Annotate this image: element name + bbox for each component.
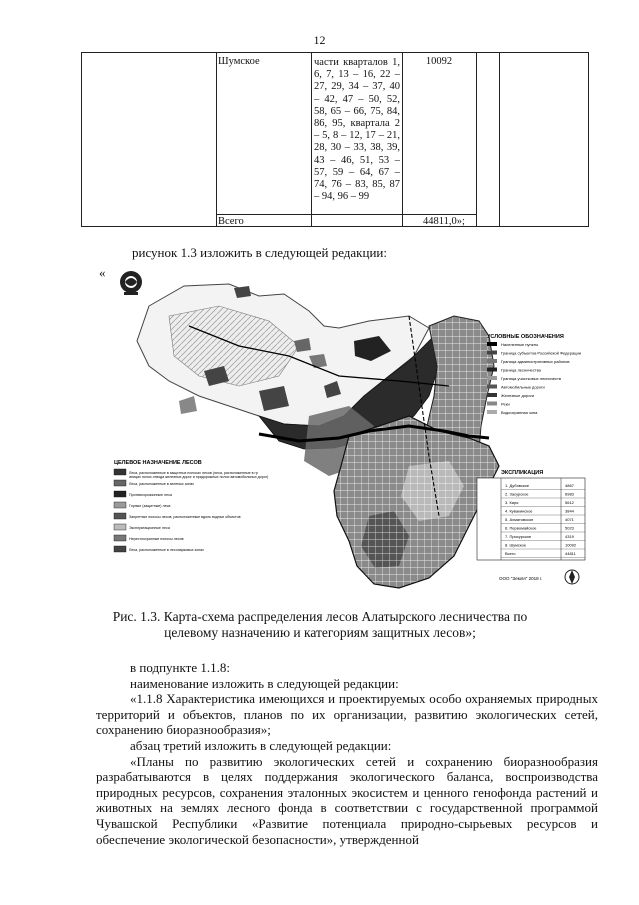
- explication-value: 10092: [565, 542, 577, 548]
- explication-name: 1. Дубовское: [505, 483, 530, 488]
- explication-name: 5. Ахматовское: [505, 517, 534, 522]
- table-divider: [311, 53, 312, 226]
- table-divider: [476, 53, 477, 226]
- table-cell-total-label: Всего: [218, 216, 244, 227]
- forest-map-figure: [109, 266, 592, 598]
- emblem-icon: [120, 271, 142, 295]
- explication-value: 3844: [565, 508, 574, 514]
- explication-value: 4867: [565, 483, 574, 488]
- legend-swatch: [487, 359, 497, 363]
- legend-item: Железные дороги: [501, 393, 535, 398]
- legend-swatch: [487, 342, 497, 346]
- purpose-item: Леса, расположенные в защитных полосах лесов (леса, расположенные в гр: [129, 471, 258, 475]
- purpose-item: Горные (защитные) леса: [129, 504, 171, 508]
- table-divider: [499, 53, 500, 226]
- purpose-swatch: [114, 480, 126, 486]
- explication-value: 6983: [565, 491, 574, 497]
- legend-swatch: [487, 393, 497, 397]
- explication-name: 7. Присурское: [505, 534, 532, 539]
- explication-name: 8. Шумское: [505, 542, 527, 548]
- purpose-swatch: [114, 502, 126, 508]
- paragraph: абзац третий изложить в следующей редакции:: [130, 737, 392, 753]
- purpose-item: Эксплуатационные леса: [129, 526, 170, 530]
- legend-item: Граница субъектов Российской Федерации: [501, 350, 581, 356]
- explication-value: 5612: [565, 500, 574, 505]
- purpose-item: Леса, расположенные в лесопарковых зонах: [129, 548, 204, 552]
- explication-value: 4071: [565, 517, 574, 522]
- explication-title: ЭКСПЛИКАЦИЯ: [501, 470, 544, 476]
- legend-item: Граница административных районов: [501, 359, 570, 364]
- table-cell-total-value: 44811,0»;: [423, 216, 465, 227]
- paragraph: «Планы по развитию экологических сетей и сохранению биоразнообразия разрабатываются в целях поддержания экологического баланса, воспроизводства природных ресурсов, сохранения эталонных экосистем и ценного генофонда растений и животных на землях лесного фонда в соответствии с государственной программой Чувашской Республики «Развитие потенциала природно-сырьевых ресурсов и обеспечение экологической безопасности», утвержденной: [96, 753, 598, 847]
- legend-item: Граница лесничества: [501, 367, 541, 373]
- legend-swatch: [487, 368, 497, 372]
- purpose-item: Нерестоохранные полосы лесов: [129, 537, 184, 541]
- explication-value: 44811: [565, 551, 576, 556]
- purpose-legend: [114, 460, 268, 552]
- purpose-swatch: [114, 524, 126, 530]
- legend-item: Граница участковых лесничеств: [501, 376, 561, 381]
- legend-swatch: [487, 402, 497, 406]
- legend-title: УСЛОВНЫЕ ОБОЗНАЧЕНИЯ: [487, 334, 564, 340]
- purpose-swatch: [114, 513, 126, 519]
- map-legend: [487, 334, 581, 415]
- purpose-item: Леса, расположенные в зеленых зонах: [129, 482, 195, 486]
- legend-item: Населенные пункты: [501, 342, 539, 347]
- purpose-swatch: [114, 546, 126, 552]
- purpose-item: Запретные полосы лесов, расположенные вдоль водных объектов: [129, 515, 241, 519]
- table-cell-forestry: Шумское: [218, 56, 260, 67]
- purpose-swatch: [114, 491, 126, 497]
- opening-quote: «: [99, 265, 106, 280]
- explication-name: 6. Первомайское: [505, 525, 537, 531]
- legend-swatch: [487, 351, 497, 355]
- table-divider: [216, 53, 217, 226]
- legend-item: Реки: [501, 401, 510, 407]
- body-text: [96, 660, 598, 847]
- paragraph: в подпункте 1.1.8:: [130, 660, 230, 675]
- table-cell-area: 10092: [425, 56, 453, 67]
- purpose-swatch: [114, 469, 126, 475]
- legend-item: Автомобильные дороги: [501, 384, 545, 390]
- explication-value: 4319: [565, 534, 574, 539]
- intro-text: рисунок 1.3 изложить в следующей редакции:: [132, 245, 387, 260]
- paragraph: наименование изложить в следующей редакции:: [130, 675, 399, 691]
- table-cell-quarters: части кварталов 1, 6, 7, 13 – 16, 22 – 27, 29, 34 – 37, 40 – 42, 47 – 50, 52, 58, 65 – 66, 75, 84, 86, 95, квартала 2 – 5, 8 – 12, 17 – 21, 28, 30 – 33, 38, 39, 43 – 46, 51, 53 – 57, 59 – 64, 67 – 74, 76 – 83, 85, 87 – 94, 96 – 99: [314, 57, 400, 203]
- table-divider: [402, 53, 403, 226]
- compass-icon: [565, 570, 579, 584]
- explication-table: [477, 470, 585, 560]
- explication-value: 5023: [565, 525, 574, 531]
- explication-name: 4. Кувакинское: [505, 508, 533, 514]
- table-divider: [216, 214, 476, 215]
- legend-swatch: [487, 385, 497, 389]
- paragraph: «1.1.8 Характеристика имеющихся и проектируемых особо охраняемых природных территорий и объектов, планов по их организации, развитию экологических сетей, сохранению биоразнообразия»;: [96, 691, 598, 738]
- purpose-swatch: [114, 535, 126, 541]
- forest-quarters-table: [81, 52, 589, 227]
- legend-item: Водоохранная зона: [501, 410, 538, 415]
- legend-swatch: [487, 376, 497, 380]
- page-number: 12: [313, 33, 326, 47]
- legend-swatch: [487, 410, 497, 414]
- purpose-legend-title: ЦЕЛЕВОЕ НАЗНАЧЕНИЕ ЛЕСОВ: [114, 460, 202, 466]
- explication-name: Всего: [505, 551, 516, 556]
- explication-name: 2. Засурское: [505, 491, 529, 497]
- purpose-item-cont: аницах полос отвода железных дорог и придорожных полос автомобильных дорог): [129, 475, 269, 479]
- figure-caption: Рис. 1.3. Карта-схема распределения лесов Алатырского лесничества по целевому назначению и категориям защитных лесов»;: [112, 609, 528, 640]
- explication-name: 3. Киря: [505, 500, 519, 505]
- purpose-item: Противоэрозионные леса: [129, 493, 172, 497]
- map-credit: ООО "Земля" 2018 г.: [499, 576, 543, 581]
